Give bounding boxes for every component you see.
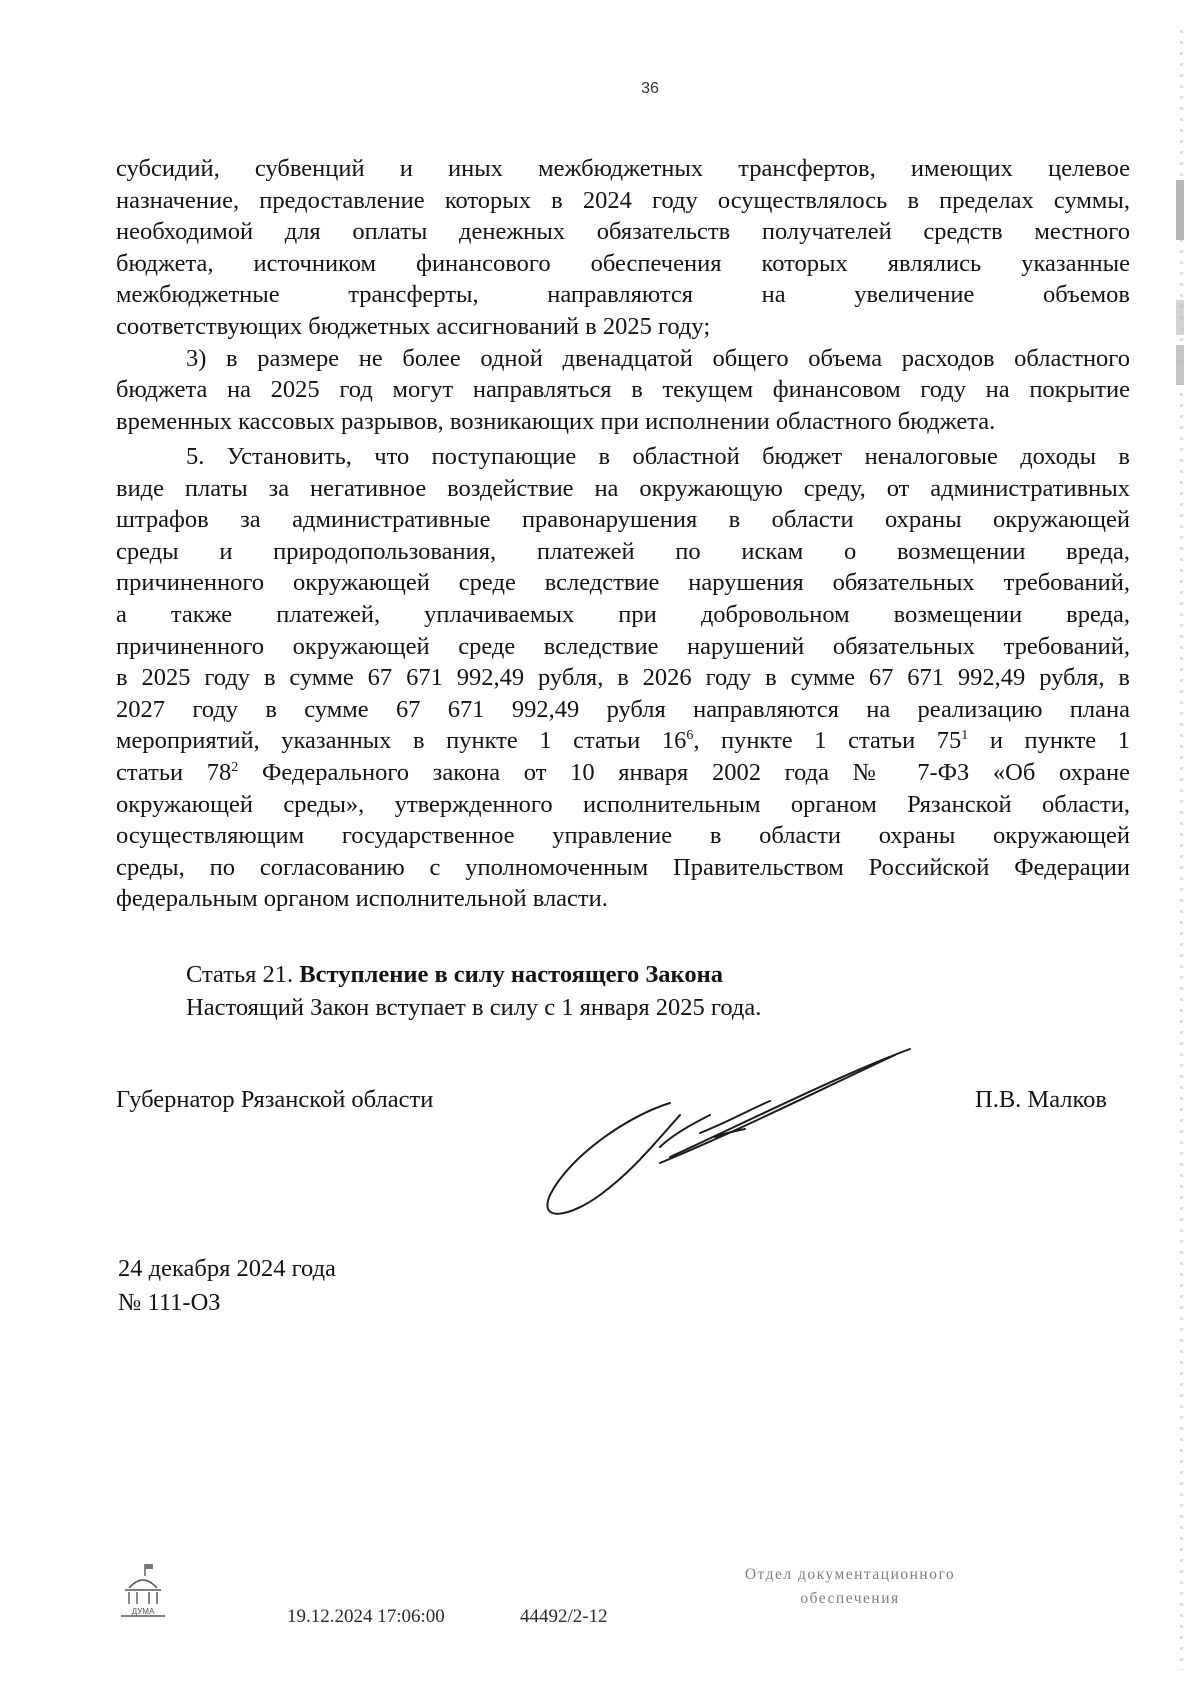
text-line: штрафов за административные правонарушения в области охраны окружающей bbox=[116, 506, 1130, 534]
article-text: Настоящий Закон вступает в силу с 1 января 2025 года. bbox=[186, 994, 762, 1021]
article-number: Статья 21. bbox=[186, 961, 294, 988]
document-date-block bbox=[118, 1252, 336, 1320]
text-line: субсидий, субвенций и иных межбюджетных трансфертов, имеющих целевое bbox=[116, 155, 1130, 182]
text-line bbox=[116, 757, 1130, 789]
paragraph-block-subsidies bbox=[116, 153, 1130, 437]
text-line: соответствующих бюджетных ассигнований в 2025 году; bbox=[116, 312, 711, 340]
text-line: причиненного окружающей среде вследствие нарушений обязательных требований, bbox=[116, 632, 1130, 660]
text-line bbox=[116, 725, 1130, 757]
text-line: 3) в размере не более одной двенадцатой общего объема расходов областного bbox=[186, 344, 1130, 372]
signatory-name: П.В. Малков bbox=[975, 1086, 1107, 1113]
superscript: 1 bbox=[961, 728, 969, 744]
article-title: Вступление в силу настоящего Закона bbox=[299, 961, 723, 988]
text-line: виде платы за негативное воздействие на окружающую среду, от административных bbox=[116, 474, 1130, 502]
text-line: бюджета на 2025 год могут направляться в текущем финансовом году на покрытие bbox=[116, 376, 1130, 404]
superscript: 2 bbox=[231, 759, 239, 775]
stamp-line: Отдел документационного bbox=[744, 1566, 956, 1583]
text-line: необходимой для оплаты денежных обязательств получателей средств местного bbox=[116, 218, 1130, 246]
page-number: 36 bbox=[641, 80, 659, 97]
department-stamp bbox=[700, 1563, 1000, 1611]
document-date: 24 декабря 2024 года bbox=[118, 1255, 336, 1282]
scan-mark bbox=[1176, 300, 1184, 335]
text-line: причиненного окружающей среде вследствие нарушения обязательных требований, bbox=[116, 569, 1130, 597]
text-line: а также платежей, уплачиваемых при добровольном возмещении вреда, bbox=[116, 600, 1130, 628]
footer-registration-code: 44492/2-12 bbox=[520, 1606, 608, 1627]
text-fragment: и пункте 1 bbox=[968, 727, 1131, 755]
document-number: № 111-ОЗ bbox=[118, 1289, 221, 1316]
text-fragment: , пункте 1 статьи 75 bbox=[693, 727, 962, 755]
text-line: 2027 году в сумме 67 671 992,49 рубля направляются на реализацию плана bbox=[116, 695, 1130, 723]
text-fragment: Федерального закона от 10 января 2002 года № 7-ФЗ «Об охране bbox=[238, 758, 1130, 786]
text-fragment: статьи 78 bbox=[116, 758, 232, 786]
superscript: 6 bbox=[686, 728, 694, 744]
article-21 bbox=[186, 958, 761, 1024]
logo-text: ДУМА bbox=[131, 1607, 155, 1616]
text-line: среды, по согласованию с уполномоченным Правительством Российской Федерации bbox=[116, 853, 1130, 881]
scan-mark bbox=[1176, 345, 1184, 385]
text-line: в 2025 году в сумме 67 671 992,49 рубля, в 2026 году в сумме 67 671 992,49 рубля, в bbox=[116, 664, 1130, 692]
text-line: среды и природопользования, платежей по искам о возмещении вреда, bbox=[116, 537, 1130, 565]
signatory-position: Губернатор Рязанской области bbox=[116, 1086, 434, 1113]
article-heading bbox=[186, 958, 761, 991]
stamp-line: обеспечения bbox=[800, 1590, 900, 1607]
text-line: 5. Установить, что поступающие в областной бюджет неналоговые доходы в bbox=[186, 443, 1130, 470]
scan-edge bbox=[1180, 30, 1183, 1670]
text-line: окружающей среды», утвержденного исполнительным органом Рязанской области, bbox=[116, 790, 1130, 818]
handwritten-signature bbox=[540, 1045, 920, 1225]
footer-datetime: 19.12.2024 17:06:00 bbox=[287, 1606, 445, 1627]
text-line: назначение, предоставление которых в 2024 году осуществлялось в пределах суммы, bbox=[116, 186, 1130, 214]
text-line: временных кассовых разрывов, возникающих при исполнении областного бюджета. bbox=[116, 407, 996, 435]
text-line: межбюджетные трансферты, направляются на увеличение объемов bbox=[116, 281, 1130, 309]
duma-logo-icon bbox=[115, 1562, 171, 1620]
text-line: федеральным органом исполнительной власти. bbox=[116, 885, 608, 913]
paragraph-block-point-5 bbox=[116, 441, 1130, 915]
text-line: осуществляющим государственное управление в области охраны окружающей bbox=[116, 822, 1130, 850]
text-fragment: мероприятий, указанных в пункте 1 статьи 16 bbox=[116, 727, 687, 755]
text-line: бюджета, источником финансового обеспечения которых являлись указанные bbox=[116, 249, 1130, 277]
scan-mark bbox=[1176, 180, 1184, 240]
